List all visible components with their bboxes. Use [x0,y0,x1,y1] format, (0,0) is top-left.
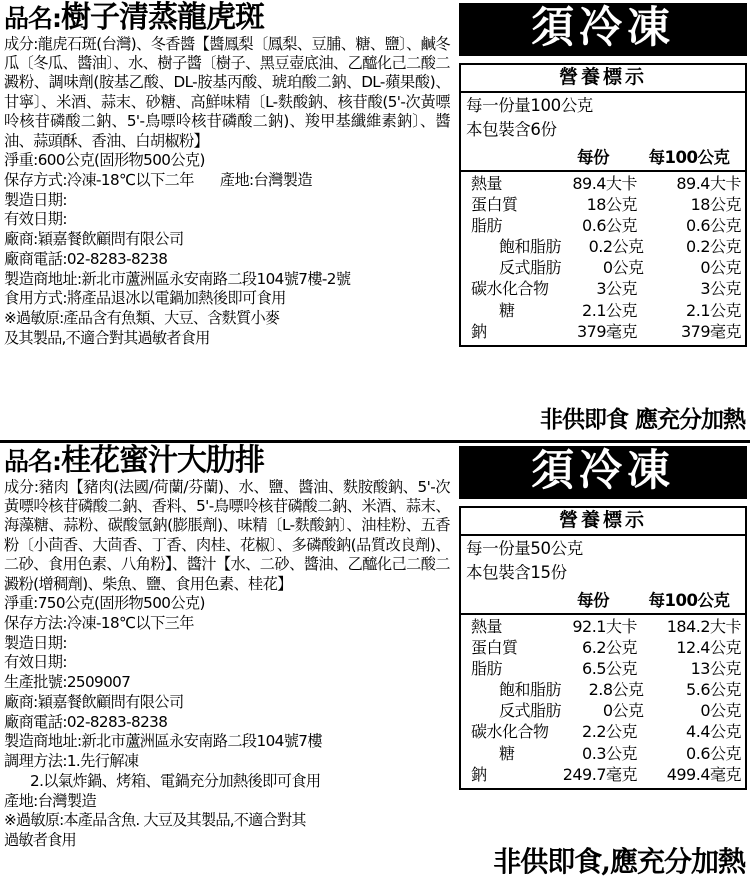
nutrition-serving-size: 每一份量100公克 [466,96,593,116]
nutrient-value-per-serving: 3公克 [596,279,637,299]
nutrient-name: 糖 [499,743,515,763]
nutrient-value-per-serving: 0.2公克 [588,237,644,257]
nutrient-name: 鈉 [471,321,487,341]
nutrient-value-per-100g: 0公克 [700,258,741,278]
nutrition-row [461,743,745,764]
panel1-allergen-line-1: ※過敏原:產品含有魚類、大豆、含麩質小麥 [4,309,280,328]
nutrient-value-per-100g: 2.1公克 [686,300,741,320]
nutrition-row [461,700,745,721]
panel2-lot-number: 生產批號:2509007 [4,673,131,692]
nutrition-row [461,173,745,194]
nutrient-value-per-100g: 12.4公克 [676,637,741,657]
nutrient-value-per-100g: 499.4毫克 [666,764,741,784]
panel2-method-line-2: 2.以氣炸鍋、烤箱、電鍋充分加熱後即可食用 [30,771,321,790]
nutrient-name: 飽和脂肪 [499,237,562,257]
nutrient-value-per-100g: 379毫克 [680,321,741,341]
panel1-allergen-line-2: 及其製品,不適合對其過敏者食用 [4,328,210,347]
nutrition-row [461,278,745,299]
nutrient-value-per-100g: 89.4大卡 [676,173,741,193]
panel1-heating-notice: 非供即食 應充分加熱 [539,406,745,433]
nutrient-value-per-serving: 2.1公克 [582,300,637,320]
product-name-value: 樹子清蒸龍虎斑 [61,0,264,35]
panel1-manufacturer: 廠商:穎嘉餐飲顧問有限公司 [4,230,184,249]
nutrition-row [461,679,745,700]
nutrient-value-per-serving: 0.6公克 [582,216,637,236]
nutrition-row [461,721,745,742]
nutrient-name: 碳水化合物 [471,722,549,742]
panel1-usage: 食用方式:將產品退冰以電鍋加熱後即可食用 [4,289,286,308]
nutrition-row [461,616,745,637]
nutrient-value-per-100g: 0.6公克 [686,743,741,763]
panel2-left-column [0,443,452,851]
panel2-address: 製造商地址:新北市蘆洲區永安南路二段104號7樓 [4,732,322,751]
panel2-mfg-date: 製造日期: [4,633,67,652]
nutrient-value-per-100g: 18公克 [690,194,741,214]
panel2-expiry-date: 有效日期: [4,653,67,672]
nutrition-rows [461,615,745,788]
panel1-title-row [4,2,450,34]
nutrient-value-per-serving: 249.7毫克 [562,764,637,784]
nutrient-name: 脂肪 [471,659,503,679]
nutrient-value-per-serving: 89.4大卡 [572,173,637,193]
nutrient-value-per-serving: 6.2公克 [582,637,637,657]
nutrition-servings-per-pack: 本包裝含6份 [466,120,557,140]
nutrient-name: 飽和脂肪 [499,680,562,700]
nutrition-title: 營養標示 [461,508,745,536]
nutrition-col1-header: 每份 [577,590,609,610]
nutrition-row [461,300,745,321]
nutrient-value-per-serving: 379毫克 [576,321,637,341]
panel1-mfg-date: 製造日期: [4,190,67,209]
nutrient-value-per-serving: 6.5公克 [582,659,637,679]
panel2-method-line-1: 調理方法:1.先行解凍 [4,752,139,771]
panel1-storage: 保存方式:冷凍-18℃以下二年 [4,170,194,189]
nutrient-name: 脂肪 [471,216,503,236]
panel1-net-weight: 淨重:600公克(固形物500公克) [4,151,205,170]
nutrient-name: 熱量 [471,173,503,193]
panel2-right-column [459,446,747,790]
nutrition-serving-size: 每一份量50公克 [466,539,583,559]
nutrient-value-per-100g: 5.6公克 [686,680,741,700]
label-panel-bottom [0,443,750,884]
panel2-net-weight: 淨重:750公克(固形物500公克) [4,594,205,613]
nutrient-name: 糖 [499,300,515,320]
panel2-nutrition-facts [459,506,747,789]
panel1-left-column [0,0,452,349]
nutrition-column-headers [461,143,745,172]
nutrient-name: 反式脂肪 [499,258,562,278]
panel1-storage-origin-row [4,171,450,191]
nutrient-value-per-100g: 13公克 [690,659,741,679]
panel2-origin: 產地:台灣製造 [4,791,97,810]
nutrition-row [461,658,745,679]
nutrient-name: 反式脂肪 [499,701,562,721]
nutrition-row [461,637,745,658]
nutrition-row [461,236,745,257]
nutrition-row [461,257,745,278]
nutrient-value-per-serving: 92.1大卡 [572,616,637,636]
panel2-storage: 保存方法:冷凍-18℃以下三年 [4,613,194,632]
panel1-expiry-date: 有效日期: [4,210,67,229]
nutrient-value-per-serving: 0.3公克 [582,743,637,763]
panel2-allergen-line-2: 過敏者食用 [4,831,76,850]
nutrition-row [461,194,745,215]
nutrient-value-per-100g: 0.6公克 [686,216,741,236]
nutrient-name: 碳水化合物 [471,279,549,299]
nutrient-value-per-serving: 0公克 [602,258,644,278]
panel1-address: 製造商地址:新北市蘆洲區永安南路二段104號7樓-2號 [4,269,351,288]
panel1-origin: 產地:台灣製造 [219,170,312,189]
nutrient-value-per-100g: 3公克 [700,279,741,299]
nutrition-column-headers [461,586,745,615]
product-name-label: 品名: [4,447,61,476]
nutrition-title: 營養標示 [461,65,745,93]
nutrient-value-per-100g: 4.4公克 [686,722,741,742]
nutrient-value-per-100g: 0公克 [700,701,741,721]
nutrient-name: 蛋白質 [471,194,518,214]
nutrient-name: 鈉 [471,764,487,784]
nutrient-name: 熱量 [471,616,503,636]
nutrition-row [461,215,745,236]
panel1-ingredients: 成分:龍虎石斑(台灣)、冬香醬【醬鳳梨〔鳳梨、豆脯、糖、鹽〕、鹹冬瓜〔冬瓜、醬油〕、水、樹子醬〔樹子、黑豆壺底油、乙醯化己二酸二澱粉、調味劑(胺基乙酸、DL-胺基丙酸、琥珀酸二鈉、DL-蘋果酸)、甘寧〕、米酒、蒜末、砂糖、高鮮味精〔L-麩酸鈉、核苷酸(5'-次黃嘌呤核苷磷酸二鈉、5'-鳥嘌呤核苷磷酸二鈉)、羧甲基纖維素鈉〕、醬油、蒜頭酥、香油、白胡椒粉】 [4,34,450,150]
frozen-badge: 須冷凍 [459,3,747,56]
panel2-heating-notice: 非供即食,應充分加熱 [493,845,745,878]
nutrition-row [461,764,745,785]
nutrition-col2-header: 每100公克 [648,147,730,167]
nutrient-value-per-100g: 184.2大卡 [666,616,741,636]
panel1-right-column [459,3,747,347]
nutrient-value-per-100g: 0.2公克 [686,237,741,257]
panel2-title-row [4,445,450,477]
panel2-manufacturer: 廠商:穎嘉餐飲顧問有限公司 [4,692,184,711]
nutrition-col2-header: 每100公克 [648,590,730,610]
nutrition-rows [461,172,745,345]
nutrition-row [461,321,745,342]
panel2-ingredients: 成分:豬肉【豬肉(法國/荷蘭/芬蘭)、水、鹽、醬油、麩胺酸鈉、5'-次黃嘌呤核苷磷酸二鈉、香料、5'-鳥嘌呤核苷磷酸二鈉、米酒、蒜末、海藻糖、蒜粉、碳酸氫鈉(膨脹劑)、味精〔L-麩酸鈉〕、油桂粉、五香粉〔小茴香、大茴香、丁香、肉桂、花椒〕、多磷酸鈉(品質改良劑)、二砂、食用色素、八角粉】、醬汁【水、二砂、醬油、乙醯化己二酸二澱粉(增稠劑)、柴魚、鹽、食用色素、桂花】 [4,477,450,593]
nutrition-col1-header: 每份 [577,147,609,167]
nutrient-value-per-serving: 2.2公克 [582,722,637,742]
nutrition-servings-per-pack: 本包裝含15份 [466,563,567,583]
panel2-allergen-line-1: ※過敏原:本產品含魚. 大豆及其製品,不適合對其 [4,811,306,830]
nutrient-name: 蛋白質 [471,637,518,657]
frozen-badge: 須冷凍 [459,446,747,499]
product-name-value: 桂花蜜汁大肋排 [61,443,264,478]
panel2-phone: 廠商電話:02-8283-8238 [4,712,168,731]
product-name-label: 品名: [4,4,61,33]
panel1-phone: 廠商電話:02-8283-8238 [4,249,168,268]
nutrient-value-per-serving: 2.8公克 [588,680,644,700]
panel1-nutrition-facts [459,63,747,346]
nutrient-value-per-serving: 18公克 [586,194,637,214]
nutrient-value-per-serving: 0公克 [602,701,644,721]
